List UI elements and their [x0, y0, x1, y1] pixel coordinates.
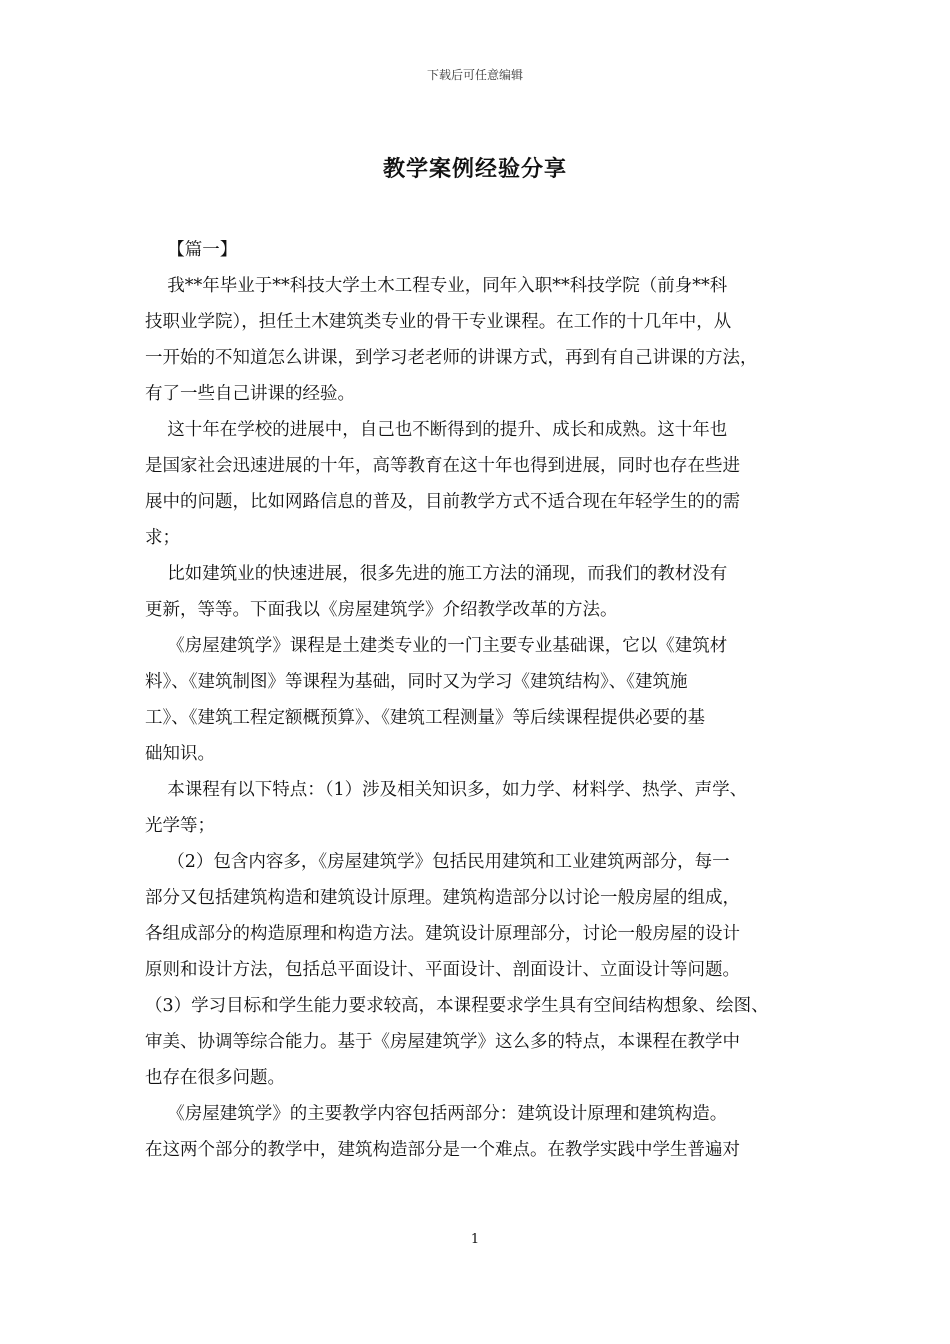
text-line: 础知识。 — [145, 744, 215, 764]
text-line: 这十年在学校的进展中，自己也不断得到的提升、成长和成熟。这十年也 — [145, 420, 728, 440]
text-line: 工》、《建筑工程定额概预算》、《建筑工程测量》等后续课程提供必要的基 — [145, 708, 705, 728]
text-line: 也存在很多问题。 — [145, 1068, 285, 1088]
text-line: 本课程有以下特点：（1）涉及相关知识多，如力学、材料学、热学、声学、 — [145, 780, 748, 800]
text-line: 求； — [145, 528, 180, 548]
text-line: 比如建筑业的快速进展，很多先进的施工方法的涌现，而我们的教材没有 — [145, 564, 728, 584]
text-line: 有了一些自己讲课的经验。 — [145, 384, 355, 404]
text-line: 技职业学院），担任土木建筑类专业的骨干专业课程。在工作的十几年中，从 — [145, 312, 732, 332]
text-line: 审美、协调等综合能力。基于《房屋建筑学》这么多的特点，本课程在教学中 — [145, 1032, 740, 1052]
text-line: 光学等； — [145, 816, 215, 836]
page-number: 1 — [470, 1232, 480, 1247]
text-line: （3）学习目标和学生能力要求较高，本课程要求学生具有空间结构想象、绘图、 — [145, 996, 769, 1016]
text-line: 《房屋建筑学》的主要教学内容包括两部分：建筑设计原理和建筑构造。 — [145, 1104, 728, 1124]
text-line: 一开始的不知道怎么讲课，到学习老老师的讲课方式，再到有自己讲课的方法， — [145, 348, 758, 368]
text-line: 是国家社会迅速进展的十年，高等教育在这十年也得到进展，同时也存在些进 — [145, 456, 740, 476]
text-line: 我**年毕业于**科技大学土木工程专业，同年入职**科技学院（前身**科 — [145, 276, 728, 296]
text-line: 展中的问题，比如网路信息的普及，目前教学方式不适合现在年轻学生的的需 — [145, 492, 740, 512]
document-body — [145, 232, 835, 1168]
text-line: 《房屋建筑学》课程是土建类专业的一门主要专业基础课，它以《建筑材 — [145, 636, 728, 656]
document-title: 教学案例经验分享 — [382, 156, 567, 182]
text-line: 更新，等等。下面我以《房屋建筑学》介绍教学改革的方法。 — [145, 600, 618, 620]
text-line: 部分又包括建筑构造和建筑设计原理。建筑构造部分以讨论一般房屋的组成， — [145, 888, 740, 908]
text-line: 在这两个部分的教学中，建筑构造部分是一个难点。在教学实践中学生普遍对 — [145, 1140, 740, 1160]
text-line: 各组成部分的构造原理和构造方法。建筑设计原理部分，讨论一般房屋的设计 — [145, 924, 740, 944]
text-line: （2）包含内容多，《房屋建筑学》包括民用建筑和工业建筑两部分，每一 — [145, 852, 730, 872]
page-header: 下载后可任意编辑 — [426, 68, 523, 82]
text-line: 原则和设计方法，包括总平面设计、平面设计、剖面设计、立面设计等问题。 — [145, 960, 740, 980]
text-line: 料》、《建筑制图》等课程为基础，同时又为学习《建筑结构》、《建筑施 — [145, 672, 688, 692]
text-line: 【篇一】 — [145, 240, 238, 260]
